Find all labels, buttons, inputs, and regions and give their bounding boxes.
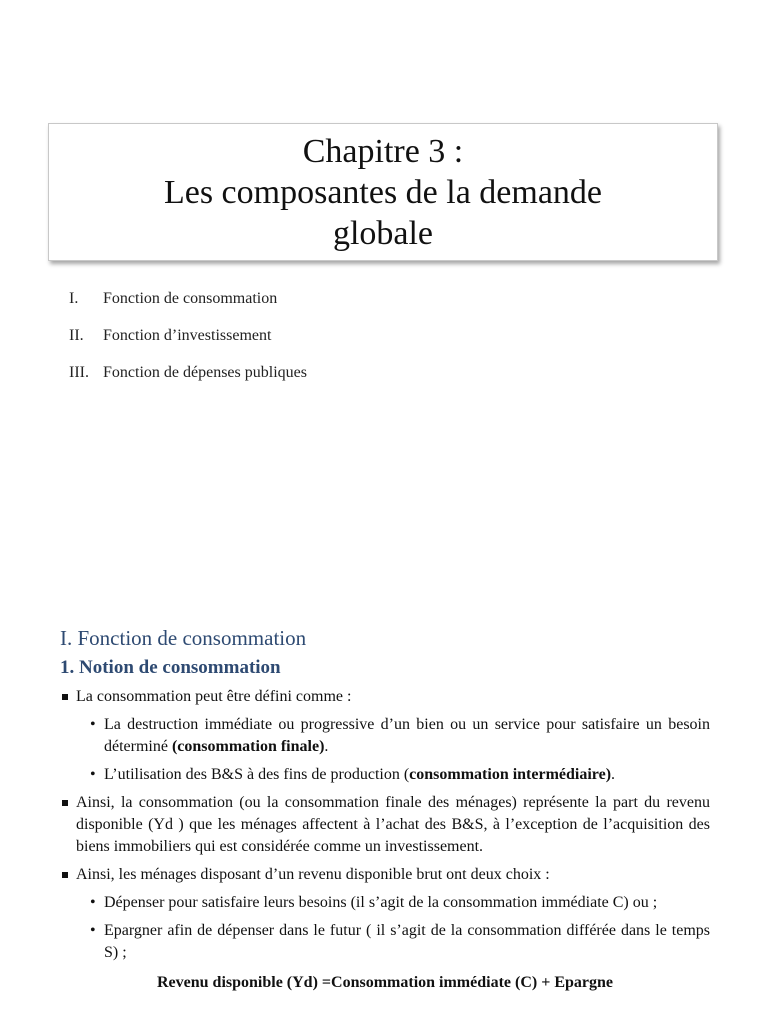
round-bullet-icon: • [90,922,96,939]
bold-term: (consommation finale) [171,738,325,755]
subsection-title: 1. Notion de consommation [60,657,281,678]
toc-item-number: II. [69,327,84,344]
round-bullet-icon: • [90,766,96,783]
bullet-text: L’utilisation des B&S à des fins de production ( [104,766,410,783]
bullet-text: Ainsi, les ménages disposant d’un revenu disponible brut ont deux choix : [76,866,550,883]
toc-item-label: Fonction d’investissement [103,327,272,344]
chapter-title-line-2: Les composantes de la demande [163,173,603,211]
bold-term: consommation intermédiaire) [409,766,612,783]
round-bullet-icon: • [90,716,96,733]
sub-bullet-paragraph [60,764,710,786]
chapter-title-box [48,123,718,261]
toc-item-2 [69,326,307,363]
chapter-title-line-1: Chapitre 3 : [302,132,464,170]
bullet-text: Epargner afin de dépenser dans le futur ( il s’agit de la consommation différée dans le temps S) ; [104,922,710,961]
bullet-text: La destruction immédiate ou progressive d’un bien ou un service pour satisfaire un besoin déterminé [104,716,710,755]
square-bullet-icon [62,800,68,806]
bullet-text: Ainsi, la consommation (ou la consommation finale des ménages) représente la part du revenu disponible (Yd ) que les ménages affectent à l’achat des B&S, à l’exception de l’acquisition des biens immobiliers qui est considérée comme un investissement. [76,794,710,855]
toc-item-number: III. [69,364,89,381]
sub-bullet-paragraph [60,892,710,914]
chapter-title-line-3: globale [332,214,434,252]
toc-item-number: I. [69,290,79,307]
toc-item-3 [69,363,307,400]
content-body [60,686,710,994]
table-of-contents [69,289,307,400]
square-bullet-icon [62,694,68,700]
toc-item-label: Fonction de consommation [103,290,278,307]
bullet-text-end: . [324,738,329,755]
bullet-text-end: . [611,766,616,783]
sub-bullet-paragraph [60,714,710,758]
bullet-text: Dépenser pour satisfaire leurs besoins (il s’agit de la consommation immédiate C) ou ; [104,894,658,911]
bullet-paragraph [60,864,710,886]
bullet-text: La consommation peut être défini comme : [76,688,352,705]
square-bullet-icon [62,872,68,878]
round-bullet-icon: • [90,894,96,911]
equation: Revenu disponible (Yd) =Consommation immédiate (C) + Epargne [156,974,614,991]
bullet-paragraph [60,686,710,708]
toc-item-1 [69,289,307,326]
bullet-paragraph [60,792,710,858]
section-title: I. Fonction de consommation [60,626,307,650]
sub-bullet-paragraph [60,920,710,964]
toc-item-label: Fonction de dépenses publiques [103,364,307,381]
